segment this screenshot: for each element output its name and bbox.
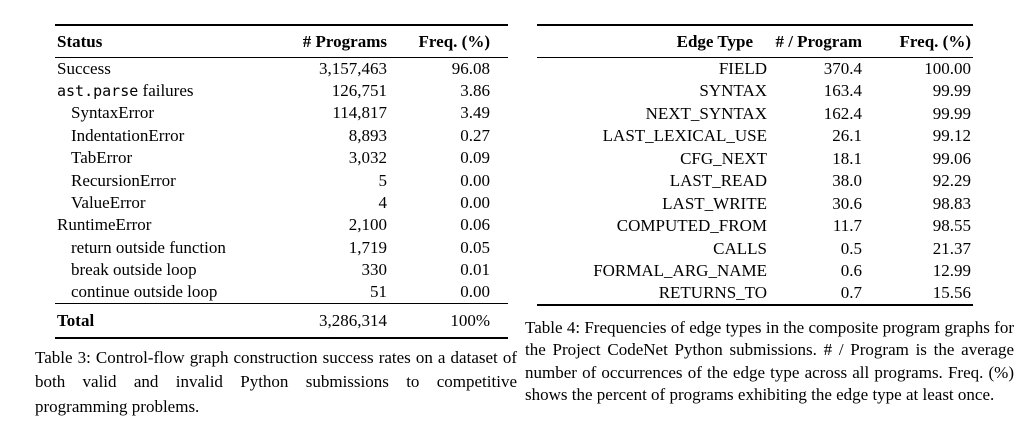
edge-type-cell: CFG_NEXT [680,148,767,168]
total-row [55,304,508,338]
table-row [55,192,508,214]
programs-cell: 3,032 [348,148,387,168]
freq-cell: 15.56 [932,283,971,303]
status-cell [55,192,265,214]
table-row [55,102,508,124]
column-header-per-program: # / Program [775,31,862,51]
table-row [55,281,508,303]
per-program-cell: 0.6 [840,261,862,281]
table-row [537,58,973,81]
edge-type-cell: COMPUTED_FROM [616,216,767,236]
per-program-cell: 0.5 [840,238,862,258]
table-row [537,193,973,216]
freq-cell: 0.05 [460,237,490,257]
status-label: SyntaxError [71,103,155,123]
table-row [55,80,508,102]
programs-cell: 4 [378,193,387,213]
table-3-header-row [55,25,508,58]
per-program-cell: 0.7 [840,283,862,303]
table-row [537,170,973,193]
status-cell [55,259,265,281]
table-row [55,58,508,80]
per-program-cell: 162.4 [823,103,862,123]
column-header-edge-type: Edge Type [676,31,753,51]
freq-cell: 92.29 [932,171,971,191]
freq-cell: 0.00 [460,193,490,213]
table-row [537,125,973,148]
programs-cell: 114,817 [332,103,387,123]
programs-cell: 1,719 [348,237,387,257]
table-row [55,169,508,191]
programs-cell: 330 [361,260,387,280]
freq-cell: 3.86 [460,81,490,101]
programs-cell: 3,157,463 [319,58,387,78]
table-row [537,283,973,306]
status-cell [55,80,265,102]
edge-type-cell: FIELD [718,59,767,78]
status-label: continue outside loop [71,282,218,302]
status-label: IndentationError [71,125,185,145]
table-row [537,103,973,126]
column-header-status: Status [57,31,103,51]
table-row [537,148,973,171]
column-header-freq: Freq. (%) [899,31,971,51]
total-freq: 100% [450,310,490,330]
freq-cell: 98.83 [932,193,971,213]
per-program-cell: 11.7 [832,216,862,236]
table-row [55,259,508,281]
programs-cell: 5 [378,170,387,190]
per-program-cell: 163.4 [823,81,862,101]
table-4-caption: Table 4: Frequencies of edge types in the composite program graphs for the Project CodeNet Python submissions. # / Program is the average number of occurrences of the edge type across all programs. Freq. (%) shows the percent of programs exhibiting the edge type at least once. [525,318,1014,404]
table-3 [55,24,508,339]
total-label: Total [57,310,95,330]
status-label: Success [57,58,111,78]
programs-cell: 8,893 [348,125,387,145]
table-row [55,214,508,236]
freq-cell: 99.06 [932,148,971,168]
status-label: break outside loop [71,260,197,280]
edge-type-cell: LAST_WRITE [662,193,767,213]
table-row [537,260,973,283]
table-row [55,237,508,259]
status-label: return outside function [71,237,226,257]
status-cell [55,237,265,259]
total-programs: 3,286,314 [319,310,387,330]
per-program-cell: 26.1 [832,126,862,146]
status-cell [55,169,265,191]
status-label: RuntimeError [57,215,152,235]
freq-cell: 99.99 [932,81,971,101]
per-program-cell: 38.0 [832,171,862,191]
status-cell [55,147,265,169]
edge-type-cell: RETURNS_TO [658,283,767,303]
programs-cell: 51 [370,282,387,302]
freq-cell: 99.99 [932,103,971,123]
column-header-programs: # Programs [302,31,387,51]
status-cell [55,125,265,147]
freq-cell: 96.08 [451,58,490,78]
freq-cell: 0.27 [460,125,490,145]
status-label: RecursionError [71,170,176,190]
table-row [537,238,973,261]
table-3-caption: Table 3: Control-flow graph construction success rates on a dataset of both valid and invalid Python submissions to competitive programming problems. [35,348,517,416]
per-program-cell: 370.4 [823,59,862,78]
status-cell [55,102,265,124]
freq-cell: 98.55 [932,216,971,236]
per-program-cell: 30.6 [832,193,862,213]
freq-cell: 0.01 [460,260,490,280]
table-row [55,147,508,169]
table-row [537,80,973,103]
status-label: failures [138,81,194,101]
mono-code-label: ast.parse [57,82,139,101]
status-label: ValueError [71,193,146,213]
freq-cell: 0.06 [460,215,490,235]
freq-cell: 0.00 [460,170,490,190]
edge-type-cell: LAST_READ [669,171,767,191]
table-row [537,215,973,238]
edge-type-cell: LAST_LEXICAL_USE [602,126,767,146]
per-program-cell: 18.1 [832,148,862,168]
status-cell [55,214,265,236]
freq-cell: 0.09 [460,148,490,168]
freq-cell: 100.00 [924,59,971,78]
edge-type-cell: FORMAL_ARG_NAME [593,261,767,281]
edge-type-cell: CALLS [713,238,767,258]
freq-cell: 0.00 [460,282,490,302]
freq-cell: 99.12 [932,126,971,146]
freq-cell: 3.49 [460,103,490,123]
table-4 [537,24,973,306]
status-label: TabError [71,148,133,168]
freq-cell: 21.37 [932,238,971,258]
programs-cell: 2,100 [348,215,387,235]
column-header-freq: Freq. (%) [418,31,490,51]
edge-type-cell: SYNTAX [699,81,767,101]
table-row [55,125,508,147]
table-4-header-row [537,25,973,58]
status-cell [55,281,265,303]
status-cell [55,58,265,80]
programs-cell: 126,751 [331,81,387,101]
edge-type-cell: NEXT_SYNTAX [645,103,767,123]
freq-cell: 12.99 [932,261,971,281]
